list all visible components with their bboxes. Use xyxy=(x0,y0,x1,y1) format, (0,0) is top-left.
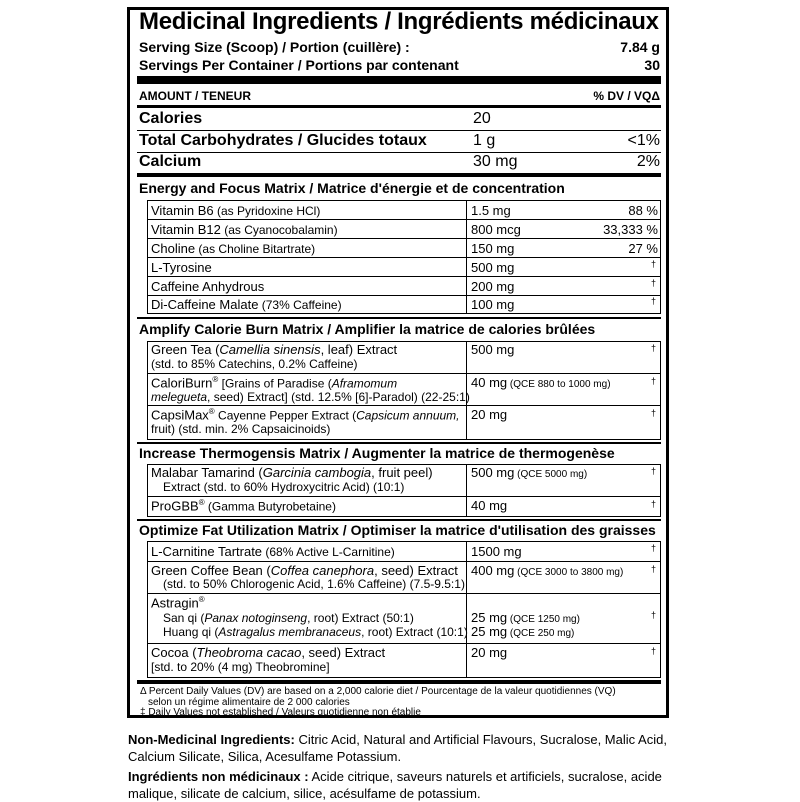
dagger-mark: † xyxy=(650,296,656,306)
ingredient-row: Vitamin B6 (as Pyridoxine HCl) xyxy=(151,203,321,218)
dagger-mark: † xyxy=(650,543,656,553)
ingredient-amount: 40 mg xyxy=(471,498,508,513)
section-title-thermogenesis: Increase Thermogensis Matrix / Augmenter la matrice de thermogenèse xyxy=(139,445,615,461)
ingredient-amount: 100 mg xyxy=(471,297,515,312)
ingredient-row: Cocoa (Theobroma cacao, seed) Extract xyxy=(151,645,386,660)
ingredient-row: CapsiMax® Cayenne Pepper Extract (Capsicum annuum, xyxy=(151,407,460,423)
calcium-dv: 2% xyxy=(636,153,660,170)
ingredient-amount: 1500 mg xyxy=(471,544,522,559)
section-rule xyxy=(137,519,661,521)
section-rule xyxy=(137,317,661,319)
dagger-mark: † xyxy=(650,343,656,353)
ingredient-detail: [std. to 20% (4 mg) Theobromine] xyxy=(151,660,330,674)
ingredient-amount: 500 mg xyxy=(471,342,515,357)
amount-header: AMOUNT / TENEUR xyxy=(139,89,251,103)
ingredient-row: Vitamin B12 (as Cyanocobalamin) xyxy=(151,222,338,237)
header-rule xyxy=(137,105,661,108)
calcium-label: Calcium xyxy=(139,153,202,170)
section-title-fat-utilization: Optimize Fat Utilization Matrix / Optimiser la matrice d'utilisation des graisses xyxy=(139,522,656,538)
ingredient-row: Malabar Tamarind (Garcinia cambogia, fruit peel) xyxy=(151,465,433,480)
non-medicinal-fr: Ingrédients non médicinaux : Acide citrique, saveurs naturels et artificiels, sucralose, acide malique, silicate de calcium, silice, acésulfame de potassium. xyxy=(128,769,662,801)
ingredient-detail: (std. to 85% Catechins, 0.2% Caffeine) xyxy=(151,357,358,371)
dv-header: % DV / VQΔ xyxy=(593,89,660,103)
servings-label: Servings Per Container / Portions par contenant xyxy=(139,57,459,73)
ingredient-row: Green Tea (Camellia sinensis, leaf) Extract xyxy=(151,342,398,357)
ingredient-amount: 25 mg (QCE 250 mg) xyxy=(471,624,575,639)
ingredient-amount: 150 mg xyxy=(471,241,515,256)
dagger-mark: † xyxy=(650,610,656,620)
row-divider xyxy=(147,496,661,497)
row-divider xyxy=(147,643,661,644)
dagger-mark: † xyxy=(650,564,656,574)
row-divider xyxy=(137,130,661,131)
ingredient-detail: Huang qi (Astragalus membranaceus, root) Extract (10:1) xyxy=(163,625,468,639)
ingredient-row: Astragin® xyxy=(151,595,205,611)
row-divider xyxy=(147,593,661,594)
serving-size-row xyxy=(139,39,660,55)
ingredient-amount: 400 mg (QCE 3000 to 3800 mg) xyxy=(471,563,624,578)
row-divider xyxy=(147,405,661,406)
ingredient-detail: (std. to 50% Chlorogenic Acid, 1.6% Caffeine) (7.5-9.5:1) xyxy=(163,577,465,591)
ingredient-amount: 800 mcg xyxy=(471,222,521,237)
calcium-amount: 30 mg xyxy=(473,153,518,170)
ingredient-amount: 200 mg xyxy=(471,279,515,294)
section-title-calorie-burn: Amplify Calorie Burn Matrix / Amplifier la matrice de calories brûlées xyxy=(139,321,596,337)
section-title-energy: Energy and Focus Matrix / Matrice d'énergie et de concentration xyxy=(139,180,565,196)
row-divider xyxy=(137,152,661,153)
row-divider xyxy=(147,238,661,239)
ingredient-dv: 33,333 % xyxy=(603,222,658,237)
carbs-dv: <1% xyxy=(627,132,660,149)
non-medicinal-en: Non-Medicinal Ingredients: Citric Acid, Natural and Artificial Flavours, Sucralose, Malic Acid, Calcium Silicate, Silica, Acesulfame Potassium. xyxy=(128,732,667,764)
calories-label: Calories xyxy=(139,110,203,127)
ingredient-detail: Extract (std. to 60% Hydroxycitric Acid) (10:1) xyxy=(163,480,405,494)
row-divider xyxy=(147,295,661,296)
ingredient-amount: 20 mg xyxy=(471,645,508,660)
row-divider xyxy=(147,219,661,220)
dagger-mark: † xyxy=(650,466,656,476)
ingredient-row: Green Coffee Bean (Coffea canephora, seed) Extract xyxy=(151,563,458,578)
section-rule xyxy=(137,173,661,177)
row-divider xyxy=(147,276,661,277)
footnote-not-established: ‡ Daily Values not established / Valeurs quotidienne non établie xyxy=(140,707,421,718)
row-divider xyxy=(147,373,661,374)
footnote-dv: Δ Percent Daily Values (DV) are based on a 2,000 calorie diet / Pourcentage de la valeur quotidiennes (VQ) xyxy=(140,686,616,697)
servings-row xyxy=(139,57,660,73)
dagger-mark: † xyxy=(650,259,656,269)
dagger-mark: † xyxy=(650,376,656,386)
ingredient-dv: 88 % xyxy=(628,203,658,218)
dagger-mark: † xyxy=(650,646,656,656)
servings-value: 30 xyxy=(644,57,660,73)
ingredient-detail: melegueta, seed) Extract] (std. 12.5% [6]-Paradol) (22-25:1) xyxy=(151,390,470,404)
ingredient-detail: fruit) (std. min. 2% Capsaicinoids) xyxy=(151,422,331,436)
calories-amount: 20 xyxy=(473,110,491,127)
ingredient-row: L-Tyrosine xyxy=(151,260,212,275)
ingredient-row: L-Carnitine Tartrate (68% Active L-Carnitine) xyxy=(151,544,395,559)
section-rule xyxy=(137,442,661,444)
ingredient-amount: 1.5 mg xyxy=(471,203,511,218)
carbs-label: Total Carbohydrates / Glucides totaux xyxy=(139,132,427,149)
dagger-mark: † xyxy=(650,278,656,288)
ingredient-amount: 40 mg (QCE 880 to 1000 mg) xyxy=(471,375,611,390)
ingredient-amount: 500 mg (QCE 5000 mg) xyxy=(471,465,588,480)
dagger-mark: † xyxy=(650,499,656,509)
row-divider xyxy=(147,561,661,562)
ingredient-row: ProGBB® (Gamma Butyrobetaine) xyxy=(151,498,336,514)
row-divider xyxy=(147,257,661,258)
panel-title: Medicinal Ingredients / Ingrédients médicinaux xyxy=(139,8,659,35)
ingredient-row: Caffeine Anhydrous xyxy=(151,279,265,294)
thick-rule xyxy=(137,76,661,84)
column-divider xyxy=(466,464,467,517)
ingredient-row: CaloriBurn® [Grains of Paradise (Aframomum xyxy=(151,375,398,391)
ingredient-row: Di-Caffeine Malate (73% Caffeine) xyxy=(151,297,342,312)
serving-size-value: 7.84 g xyxy=(620,39,660,55)
section-rule xyxy=(137,680,661,684)
carbs-amount: 1 g xyxy=(473,132,496,149)
serving-size-label: Serving Size (Scoop) / Portion (cuillère) : xyxy=(139,39,410,55)
ingredient-dv: 27 % xyxy=(628,241,658,256)
footnote-dv-fr: selon un régime alimentaire de 2 000 calories xyxy=(148,697,350,708)
ingredient-row: Choline (as Choline Bitartrate) xyxy=(151,241,316,256)
ingredient-amount: 500 mg xyxy=(471,260,515,275)
ingredient-detail: San qi (Panax notoginseng, root) Extract (50:1) xyxy=(163,611,414,625)
ingredient-amount: 25 mg (QCE 1250 mg) xyxy=(471,610,580,625)
ingredient-amount: 20 mg xyxy=(471,407,508,422)
dagger-mark: † xyxy=(650,408,656,418)
